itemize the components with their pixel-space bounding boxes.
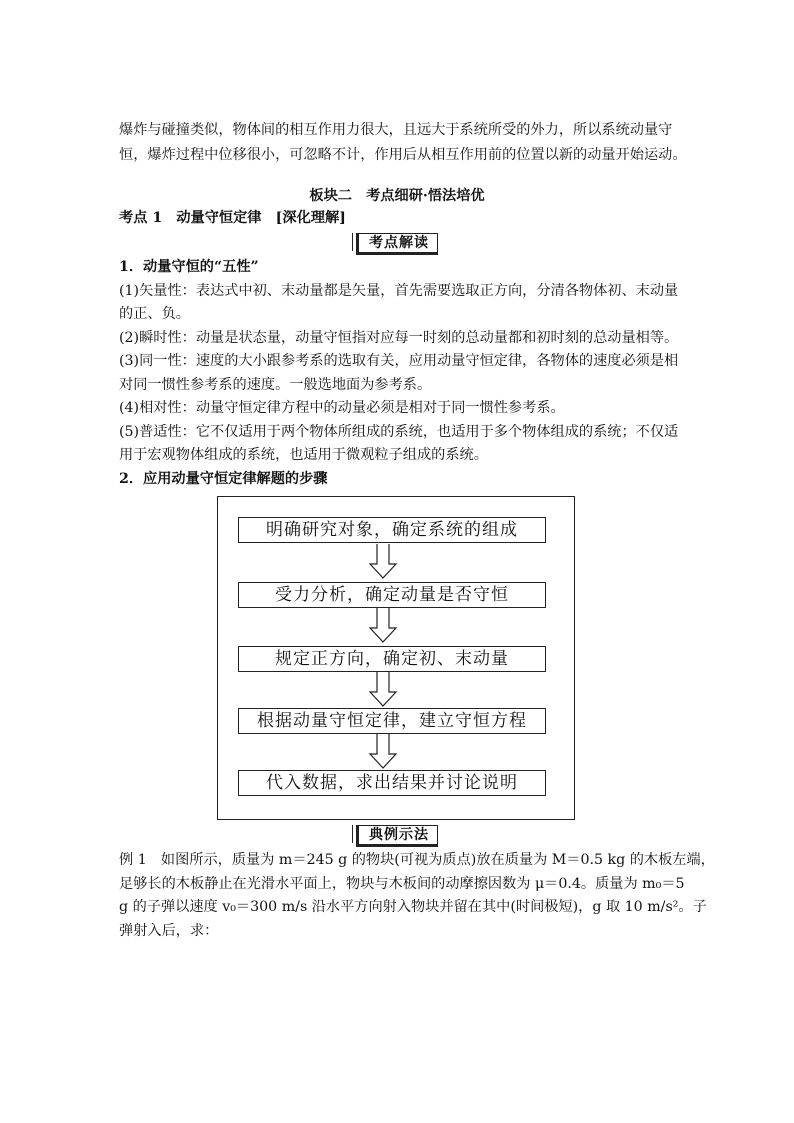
tag-example-wrap xyxy=(119,824,675,847)
flow-step-3: 规定正方向，确定初、末动量 xyxy=(238,646,546,672)
down-arrow-icon xyxy=(368,544,398,579)
item2-heading: 2．应用动量守恒定律解题的步骤 xyxy=(119,471,328,487)
item1-p3a: (3)同一性：速度的大小跟参考系的选取有关，应用动量守恒定律，各物体的速度必须是相 xyxy=(119,353,679,369)
down-arrow-icon xyxy=(368,734,398,769)
tag-explain-wrap xyxy=(119,232,675,255)
intro-line-1: 爆炸与碰撞类似，物体间的相互作用力很大，且远大于系统所受的外力，所以系统动量守 xyxy=(119,122,673,138)
down-arrow-icon xyxy=(368,672,398,707)
flow-step-5: 代入数据，求出结果并讨论说明 xyxy=(238,770,546,796)
flowchart xyxy=(217,496,575,820)
flow-step-1: 明确研究对象，确定系统的组成 xyxy=(238,517,546,543)
example-line-4: 弹射入后，求： xyxy=(119,923,219,939)
example-line-1: 例 1 如图所示，质量为 m＝245 g 的物块(可视为质点)放在质量为 M＝0.5 kg 的木板左端， xyxy=(119,852,715,868)
section-title: 板块二 考点细研·悟法培优 xyxy=(309,188,485,204)
flow-step-2: 受力分析，确定动量是否守恒 xyxy=(238,582,546,608)
example-line-2: 足够长的木板静止在光滑水平面上，物块与木板间的动摩擦因数为 μ＝0.4。质量为 m₀＝5 xyxy=(119,876,685,892)
item1-p1b: 的正、负。 xyxy=(119,306,190,322)
item1-p5a: (5)普适性：它不仅适用于两个物体所组成的系统，也适用于多个物体组成的系统；不仅适 xyxy=(119,424,679,440)
tag-explain: 考点解读 xyxy=(356,233,438,255)
item1-p5b: 用于宏观物体组成的系统，也适用于微观粒子组成的系统。 xyxy=(119,447,488,463)
tag-example: 典例示法 xyxy=(356,825,438,847)
item1-p1a: (1)矢量性：表达式中初、末动量都是矢量，首先需要选取正方向，分清各物体初、末动量 xyxy=(119,283,679,299)
intro-line-2: 恒，爆炸过程中位移很小，可忽略不计，作用后从相互作用前的位置以新的动量开始运动。 xyxy=(119,147,687,163)
example-line-3: g 的子弹以速度 v₀＝300 m/s 沿水平方向射入物块并留在其中(时间极短)，g 取 10 m/s²。子 xyxy=(119,899,707,915)
flow-step-4: 根据动量守恒定律，建立守恒方程 xyxy=(238,708,546,734)
item1-p4: (4)相对性：动量守恒定律方程中的动量必须是相对于同一惯性参考系。 xyxy=(119,400,565,416)
kaodian-title: 考点 1 动量守恒定律 [深化理解] xyxy=(119,210,346,226)
item1-p2: (2)瞬时性：动量是状态量，动量守恒指对应每一时刻的总动量都和初时刻的总动量相等。 xyxy=(119,330,679,346)
item1-p3b: 对同一惯性参考系的速度。一般选地面为参考系。 xyxy=(119,377,432,393)
down-arrow-icon xyxy=(368,608,398,643)
item1-heading: 1．动量守恒的“五性” xyxy=(119,259,259,275)
